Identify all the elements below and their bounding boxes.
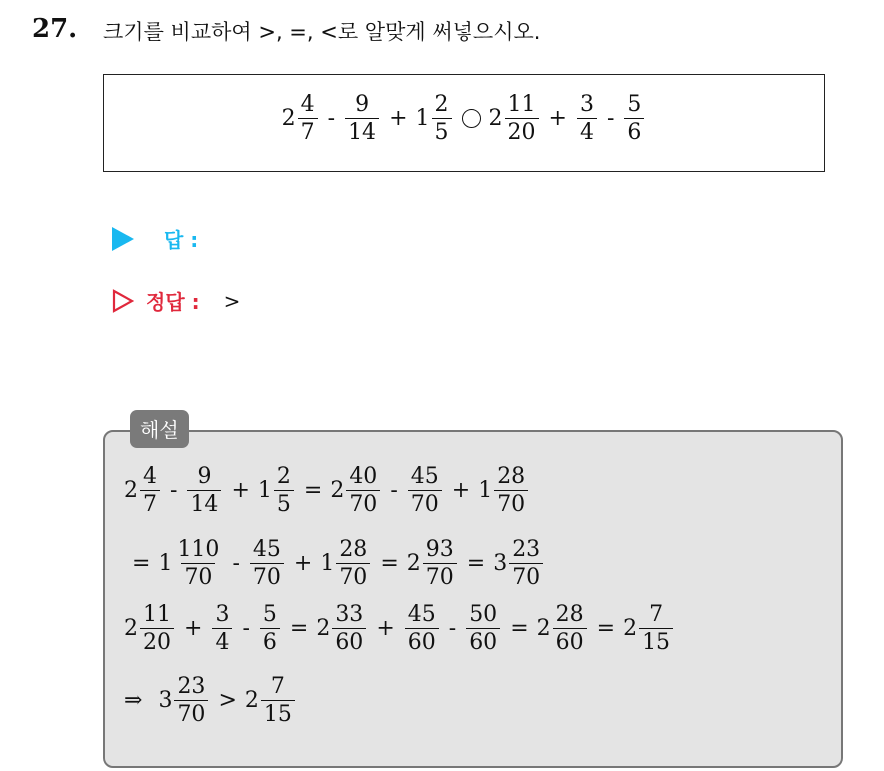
numerator: 9 <box>197 464 212 489</box>
mixed-number <box>493 538 545 589</box>
fraction-body <box>140 603 174 654</box>
numerator: 4 <box>143 464 157 489</box>
fraction <box>406 465 444 516</box>
mixed-number <box>623 603 675 654</box>
numerator: 2 <box>434 92 449 117</box>
answer-label: 답 : <box>164 228 199 252</box>
denominator: 60 <box>405 628 439 654</box>
fraction-body <box>466 603 500 654</box>
numerator: 28 <box>497 464 526 489</box>
numerator: 3 <box>215 602 230 627</box>
mixed-number <box>316 603 368 654</box>
answer-triangle-icon <box>112 227 134 251</box>
whole-part: 2 <box>281 106 296 132</box>
denominator: 14 <box>345 118 379 144</box>
fraction-body <box>408 465 442 516</box>
operator: - <box>232 551 240 577</box>
mixed-number <box>489 93 541 144</box>
problem-left <box>282 93 454 144</box>
denominator: 20 <box>505 118 539 144</box>
operator: + <box>293 551 313 577</box>
operator: = <box>510 616 529 642</box>
operator: > <box>218 688 237 714</box>
numerator: 7 <box>270 674 285 699</box>
denominator: 4 <box>212 628 232 654</box>
numerator: 7 <box>649 602 664 627</box>
operator: + <box>389 106 408 132</box>
problem-right <box>489 93 647 144</box>
numerator: 11 <box>143 602 171 627</box>
fraction-body <box>174 675 208 726</box>
numerator: 23 <box>512 537 541 562</box>
fraction-body <box>432 93 452 144</box>
mixed-number <box>282 93 320 144</box>
operator: - <box>170 478 178 504</box>
mixed-number <box>478 465 530 516</box>
implies-arrow-icon: ⇒ <box>124 688 143 714</box>
fraction <box>210 603 234 654</box>
whole-part: 2 <box>330 478 345 504</box>
mixed-number <box>245 675 297 726</box>
correct-label: 정답 : <box>146 290 200 314</box>
fraction-body <box>577 93 597 144</box>
correct-triangle-outline-icon <box>112 289 134 313</box>
denominator: 70 <box>423 563 457 589</box>
operator: - <box>390 478 398 504</box>
whole-part: 3 <box>158 688 173 714</box>
whole-part: 2 <box>406 551 421 577</box>
fraction-body <box>345 93 379 144</box>
fraction-body <box>187 465 221 516</box>
fraction-body <box>140 465 160 516</box>
whole-part: 2 <box>124 616 138 642</box>
fraction <box>343 93 381 144</box>
denominator: 70 <box>509 563 543 589</box>
fraction-body <box>405 603 439 654</box>
numerator: 4 <box>300 92 315 117</box>
question-number: 27. <box>32 14 78 44</box>
numerator: 45 <box>410 464 439 489</box>
denominator: 60 <box>553 628 587 654</box>
mixed-number <box>158 538 224 589</box>
denominator: 5 <box>274 490 294 516</box>
operator: + <box>184 616 203 642</box>
correct-value: > <box>223 288 241 313</box>
operator: - <box>606 106 615 132</box>
numerator: 2 <box>276 464 291 489</box>
operator: = <box>466 551 486 577</box>
operator: - <box>448 616 457 642</box>
fraction-body <box>336 538 370 589</box>
mixed-number <box>124 465 162 516</box>
numerator: 5 <box>262 602 277 627</box>
denominator: 70 <box>336 563 370 589</box>
mixed-number <box>330 465 382 516</box>
denominator: 7 <box>140 490 160 516</box>
explanation-line-3 <box>124 603 675 654</box>
operator: = <box>380 551 399 577</box>
denominator: 15 <box>639 628 673 654</box>
numerator: 11 <box>507 92 536 117</box>
numerator: 45 <box>252 537 281 562</box>
fraction-body <box>250 538 284 589</box>
denominator: 7 <box>298 118 318 144</box>
fraction-body <box>346 465 380 516</box>
fraction-body <box>332 603 366 654</box>
fraction-body <box>639 603 673 654</box>
fraction-body <box>212 603 232 654</box>
whole-part: 1 <box>257 478 272 504</box>
mixed-number <box>407 538 459 589</box>
fraction-body <box>274 465 294 516</box>
denominator: 5 <box>432 118 452 144</box>
fraction-body <box>260 603 280 654</box>
denominator: 15 <box>261 700 295 726</box>
whole-part: 2 <box>244 688 259 714</box>
whole-part: 1 <box>415 106 430 132</box>
fraction-body <box>494 465 528 516</box>
denominator: 70 <box>346 490 380 516</box>
fraction-body <box>174 538 222 589</box>
fraction <box>185 465 223 516</box>
whole-part: 2 <box>623 616 638 642</box>
answer-line <box>112 224 222 253</box>
denominator: 14 <box>187 490 221 516</box>
denominator: 70 <box>181 563 215 589</box>
operator: + <box>451 478 471 504</box>
mixed-number <box>258 465 296 516</box>
fraction-body <box>298 93 318 144</box>
operator: - <box>242 616 250 642</box>
whole-part: 1 <box>158 551 173 577</box>
mixed-number <box>416 93 454 144</box>
numerator: 3 <box>579 92 594 117</box>
operator: + <box>548 106 567 132</box>
denominator: 70 <box>494 490 528 516</box>
fraction <box>403 603 441 654</box>
operator: = <box>132 551 151 577</box>
numerator: 40 <box>349 464 378 489</box>
explanation-tag: 해설 <box>130 410 189 448</box>
fraction-body <box>261 675 295 726</box>
mixed-number <box>158 675 210 726</box>
problem-box <box>103 74 825 172</box>
numerator: 110 <box>177 537 220 562</box>
numerator: 28 <box>339 537 368 562</box>
numerator: 9 <box>355 92 370 117</box>
denominator: 4 <box>577 118 597 144</box>
explanation-line-2 <box>124 538 545 589</box>
numerator: 5 <box>627 92 642 117</box>
fraction-body <box>423 538 457 589</box>
numerator: 50 <box>469 602 498 627</box>
fraction <box>575 93 599 144</box>
denominator: 60 <box>332 628 366 654</box>
numerator: 33 <box>335 602 364 627</box>
denominator: 6 <box>260 628 280 654</box>
mixed-number <box>537 603 589 654</box>
operator: = <box>289 616 309 642</box>
denominator: 70 <box>250 563 284 589</box>
fraction <box>248 538 286 589</box>
operator: + <box>231 478 250 504</box>
operator: + <box>376 616 395 642</box>
fraction-body <box>509 538 543 589</box>
whole-part: 2 <box>316 616 331 642</box>
operator: = <box>596 616 616 642</box>
fraction-body <box>505 93 539 144</box>
operator: = <box>303 478 323 504</box>
operator: - <box>327 106 336 132</box>
mixed-number <box>320 538 372 589</box>
whole-part: 1 <box>478 478 493 504</box>
fraction <box>464 603 502 654</box>
whole-part: 3 <box>493 551 508 577</box>
fraction <box>622 93 646 144</box>
numerator: 45 <box>407 602 436 627</box>
denominator: 70 <box>174 700 208 726</box>
numerator: 28 <box>555 602 584 627</box>
denominator: 6 <box>624 118 644 144</box>
numerator: 93 <box>425 537 454 562</box>
explanation-line-4 <box>124 675 297 726</box>
whole-part: 2 <box>488 106 503 132</box>
whole-part: 2 <box>536 616 551 642</box>
question-text: 크기를 비교하여 >, =, <로 알맞게 써넣으시오. <box>103 20 541 44</box>
numerator: 23 <box>177 674 206 699</box>
denominator: 60 <box>466 628 500 654</box>
explanation-line-1 <box>124 465 530 516</box>
fraction <box>258 603 282 654</box>
denominator: 20 <box>140 628 174 654</box>
mixed-number <box>124 603 176 654</box>
denominator: 70 <box>408 490 442 516</box>
problem-expression <box>104 93 824 144</box>
comparison-circle[interactable] <box>462 109 481 128</box>
whole-part: 2 <box>124 478 138 504</box>
fraction-body <box>624 93 644 144</box>
correct-answer-line <box>112 286 240 315</box>
whole-part: 1 <box>320 551 335 577</box>
fraction-body <box>553 603 587 654</box>
